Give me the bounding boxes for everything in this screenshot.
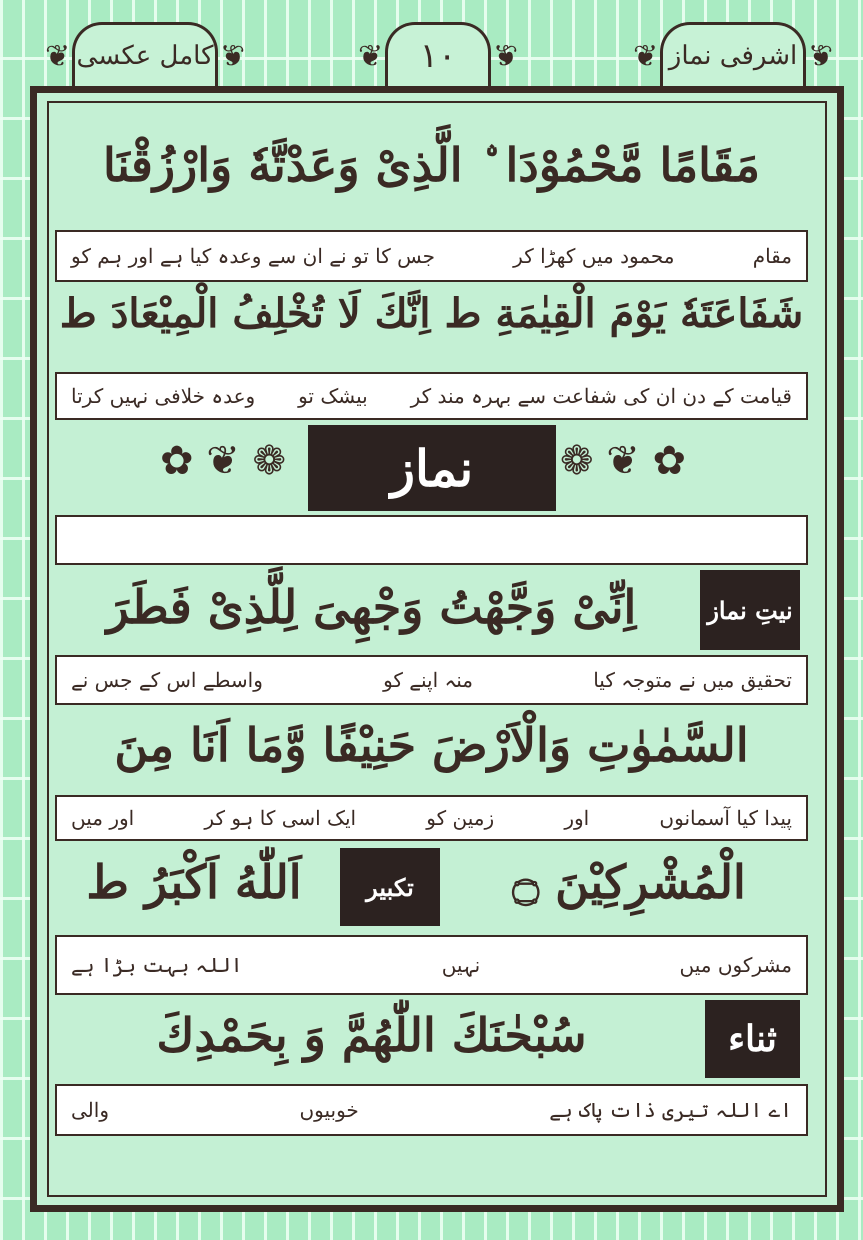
section-title-text: نماز bbox=[390, 438, 474, 498]
label-thana bbox=[705, 1000, 800, 1078]
translation-text: مقام bbox=[752, 244, 792, 268]
translation-box-3 bbox=[55, 655, 808, 705]
translation-text: اور bbox=[564, 806, 590, 830]
arabic-line-5-right: الْمُشْرِكِیْنَ ۝ bbox=[512, 855, 746, 909]
translation-box-6 bbox=[55, 1084, 808, 1136]
translation-text: جس کا تو نے ان سے وعدہ کیا ہے اور ہم کو bbox=[71, 244, 435, 268]
arabic-line-1: مَقَامًا مَّحْمُوْدَا ۨ الَّذِیْ وَعَدْتَّهٗ وَارْزُقْنَا bbox=[102, 138, 761, 192]
ornament-icon: ❁ ❦ ✿ bbox=[560, 438, 686, 484]
translation-text: خوبیوں bbox=[299, 1098, 359, 1122]
book-subtitle: ❦ کامل عکسی bbox=[76, 41, 214, 71]
label-text: ثناء bbox=[728, 1018, 777, 1060]
translation-text: بیشک تو bbox=[298, 384, 368, 408]
translation-text: قیامت کے دن ان کی شفاعت سے بہرہ مند کر bbox=[410, 384, 792, 408]
arabic-line-3: اِنِّیْ وَجَّهْتُ وَجْهِیَ لِلَّذِیْ فَطَرَ bbox=[106, 580, 637, 634]
label-text: تکبیر bbox=[366, 872, 414, 902]
page-number: ❦ ١٠ bbox=[419, 36, 457, 76]
translation-text: اے اللہ تیری ذات پاک ہے bbox=[549, 1098, 792, 1122]
translation-text: والی bbox=[71, 1098, 109, 1122]
label-niyyat bbox=[700, 570, 800, 650]
header-tab-left bbox=[72, 22, 218, 87]
arabic-line-6: سُبْحٰنَكَ اللّٰهُمَّ وَ بِحَمْدِكَ bbox=[156, 1008, 587, 1062]
translation-text: نہیں bbox=[441, 953, 481, 977]
translation-text: پیدا کیا آسمانوں bbox=[659, 806, 792, 830]
translation-box-1 bbox=[55, 230, 808, 282]
translation-box-4 bbox=[55, 795, 808, 841]
translation-box-5 bbox=[55, 935, 808, 995]
arabic-line-4: السَّمٰوٰتِ وَالْاَرْضَ حَنِیْفًا وَّمَا اَنَا مِنَ bbox=[114, 718, 749, 772]
header-tab-center bbox=[385, 22, 491, 87]
arabic-line-5-left: اَللّٰهُ اَكْبَرُ ط bbox=[86, 855, 302, 909]
book-title: ❦ اشرفی نماز bbox=[668, 41, 798, 71]
section-title-namaz bbox=[308, 425, 556, 511]
translation-text: اللہ بہت بڑا ہے bbox=[71, 953, 243, 977]
empty-box bbox=[55, 515, 808, 565]
translation-text: محمود میں کھڑا کر bbox=[513, 244, 675, 268]
translation-text: تحقیق میں نے متوجہ کیا bbox=[593, 668, 792, 692]
translation-text: منہ اپنے کو bbox=[383, 668, 473, 692]
label-text: نیتِ نماز bbox=[707, 595, 793, 625]
translation-box-2 bbox=[55, 372, 808, 420]
translation-text: وعدہ خلافی نہیں کرتا bbox=[71, 384, 256, 408]
ornament-icon: ✿ ❦ ❁ bbox=[160, 438, 286, 484]
translation-text: مشرکوں میں bbox=[679, 953, 792, 977]
translation-text: واسطے اس کے جس نے bbox=[71, 668, 263, 692]
translation-text: زمین کو bbox=[426, 806, 495, 830]
header-tab-right bbox=[660, 22, 806, 87]
translation-text: اور میں bbox=[71, 806, 135, 830]
translation-text: ایک اسی کا ہو کر bbox=[204, 806, 357, 830]
label-takbeer bbox=[340, 848, 440, 926]
arabic-line-2: شَفَاعَتَهٗ یَوْمَ الْقِیٰمَةِ ط اِنَّكَ لَا تُخْلِفُ الْمِیْعَادَ ط bbox=[59, 290, 804, 337]
